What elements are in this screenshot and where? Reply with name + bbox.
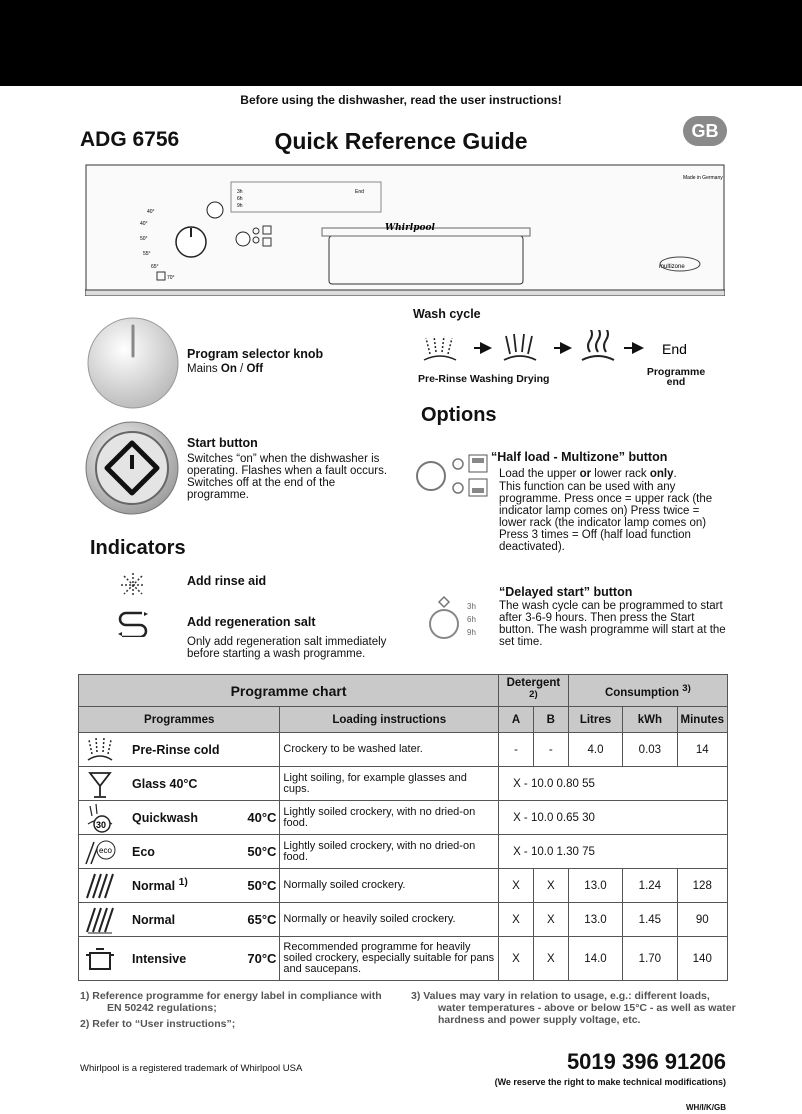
- eco-icon: [82, 836, 118, 868]
- footnote-3c: hardness and power supply voltage, etc.: [438, 1014, 641, 1026]
- programme-cell: [79, 733, 280, 767]
- col-a: A: [499, 707, 534, 733]
- detergent-a: X: [499, 903, 534, 937]
- normal-wash-icon: [82, 870, 118, 902]
- consumption-header: Consumption $^{3)}$: [568, 675, 727, 707]
- wash-cycle-diagram: [420, 330, 700, 366]
- start-desc: Switches “on” when the dishwasher is operating. Flashes when a fault occurs. Switches off at the end of the programme.: [187, 453, 388, 501]
- modification-note: (We reserve the right to make technical modifications): [494, 1077, 726, 1087]
- indicators-heading: Indicators: [90, 537, 186, 559]
- panel-timer-6h: 6h: [237, 196, 243, 202]
- loading-instructions: Lightly soiled crockery, with no dried-on food.: [280, 801, 499, 835]
- country-badge: GB: [683, 116, 727, 146]
- col-b: B: [533, 707, 568, 733]
- detergent-b: X: [533, 937, 568, 981]
- programme-temp: 40°C: [247, 810, 277, 825]
- panel-brand: Whirlpool: [385, 223, 435, 233]
- loading-instructions: Normally soiled crockery.: [280, 869, 499, 903]
- panel-temp-3: 50°: [140, 236, 148, 242]
- table-row: [79, 835, 728, 869]
- document-code: 5019 396 91206: [566, 1049, 726, 1074]
- cycle-end-text: End: [662, 341, 687, 357]
- start-title: Start button: [187, 436, 258, 450]
- programme-name: Pre-Rinse cold: [132, 743, 220, 758]
- programme-name: Intensive: [132, 952, 187, 967]
- kwh-value: 0.03: [623, 733, 677, 767]
- panel-temp-1: 40°: [147, 209, 155, 215]
- col-litres: Litres: [568, 707, 622, 733]
- detergent-a: X: [499, 937, 534, 981]
- glass-icon: [82, 768, 118, 800]
- detergent-consumption-merged: X - 10.0 1.30 75: [499, 835, 728, 869]
- kwh-value: 1.24: [623, 869, 677, 903]
- panel-temp-2: 40°: [140, 221, 148, 227]
- rinse-aid-icon: [118, 571, 148, 599]
- programme-temp: 50°C: [247, 844, 277, 859]
- pre-rinse-icon: [424, 336, 456, 360]
- programme-cell: [79, 835, 280, 869]
- loading-instructions: Lightly soiled crockery, with no dried-on food.: [280, 835, 499, 869]
- programme-name: Eco: [132, 845, 155, 860]
- col-loading: Loading instructions: [280, 707, 499, 733]
- programme-cell: [79, 767, 280, 801]
- loading-instructions: Light soiling, for example glasses and cups.: [280, 767, 499, 801]
- table-row: [79, 903, 728, 937]
- programme-name: Quickwash: [132, 811, 198, 826]
- quickwash-30-icon: [82, 802, 118, 834]
- programme-name: Normal $^{1)}$: [132, 877, 188, 894]
- programme-cell: [79, 937, 280, 981]
- half-load-desc: This function can be used with any programme. Press once = upper rack (the indicator lamp comes on) Press twice = lower rack (the indicator lamp comes on) Press 3 times = Off (half load function deactivated).: [499, 481, 713, 553]
- col-programmes: Programmes: [79, 707, 280, 733]
- options-heading: Options: [421, 404, 497, 426]
- detergent-consumption-merged: X - 10.0 0.80 55: [499, 767, 728, 801]
- panel-temp-4: 55°: [143, 251, 151, 257]
- col-kwh: kWh: [623, 707, 677, 733]
- programme-chart: [78, 674, 728, 981]
- normal-wash-hot-icon: [82, 904, 118, 936]
- model-number: ADG 6756: [80, 128, 180, 151]
- loading-instructions: Crockery to be washed later.: [280, 733, 499, 767]
- minutes-value: 128: [677, 869, 728, 903]
- programme-name: Normal: [132, 913, 176, 928]
- minutes-value: 140: [677, 937, 728, 981]
- detergent-consumption-merged: X - 10.0 0.65 30: [499, 801, 728, 835]
- panel-timer-9h: 9h: [237, 203, 243, 209]
- table-row: [79, 733, 728, 767]
- loading-instructions: Normally or heavily soiled crockery.: [280, 903, 499, 937]
- control-panel-diagram: [85, 164, 725, 296]
- delayed-start-desc: The wash cycle can be programmed to start after 3-6-9 hours. Then press the Start button. The wash programme will start at the set time.: [499, 600, 726, 648]
- selector-desc: Mains On / Off: [187, 363, 264, 375]
- detergent-header: Detergent $^{2)}$: [499, 675, 569, 707]
- detergent-a: X: [499, 869, 534, 903]
- chart-title: Programme chart: [79, 675, 499, 707]
- intensive-pot-icon: [82, 943, 118, 975]
- wash-cycle-labels: Pre-Rinse Washing Drying: [418, 373, 550, 385]
- table-row: [79, 767, 728, 801]
- litres-value: 14.0: [568, 937, 622, 981]
- svg-text:30: 30: [96, 819, 107, 830]
- footnote-3a: 3) Values may vary in relation to usage, e.g.: different loads,: [411, 990, 710, 1002]
- wash-cycle-heading: Wash cycle: [413, 307, 481, 321]
- delay-timer-6h: 6h: [467, 615, 476, 624]
- delayed-start-button-icon: [425, 595, 485, 645]
- table-row: [79, 937, 728, 981]
- col-minutes: Minutes: [677, 707, 728, 733]
- detergent-b: -: [533, 733, 568, 767]
- washing-icon: [504, 334, 536, 360]
- panel-timer-3h: 3h: [237, 189, 243, 195]
- litres-value: 13.0: [568, 869, 622, 903]
- minutes-value: 90: [677, 903, 728, 937]
- program-selector-knob-icon: [84, 314, 182, 412]
- footnote-2: 2) Refer to “User instructions”;: [80, 1018, 236, 1030]
- regeneration-salt-icon: [116, 611, 150, 637]
- half-load-line1: Load the upper or lower rack only.: [499, 468, 677, 480]
- pre-rinse-icon: [82, 734, 118, 766]
- programme-end-label: Programme end: [646, 366, 706, 388]
- kwh-value: 1.45: [623, 903, 677, 937]
- rinse-aid-label: Add rinse aid: [187, 574, 267, 588]
- footnote-1b: EN 50242 regulations;: [107, 1002, 217, 1014]
- litres-value: 13.0: [568, 903, 622, 937]
- detergent-b: X: [533, 869, 568, 903]
- top-black-band: [0, 0, 802, 86]
- salt-desc: Only add regeneration salt immediately before starting a wash programme.: [187, 636, 387, 660]
- programme-temp: 70°C: [247, 951, 277, 966]
- table-row: [79, 801, 728, 835]
- page-title: Quick Reference Guide: [274, 128, 528, 154]
- intro-note: Before using the dishwasher, read the user instructions!: [240, 93, 562, 107]
- minutes-value: 14: [677, 733, 728, 767]
- programme-name: Glass 40°C: [132, 777, 198, 792]
- delay-timer-3h: 3h: [467, 602, 476, 611]
- programme-cell: [79, 903, 280, 937]
- loading-instructions: Recommended programme for heavily soiled crockery, especially suitable for pans and saucepans.: [280, 937, 499, 981]
- detergent-a: -: [499, 733, 534, 767]
- selector-title: Program selector knob: [187, 347, 324, 361]
- half-load-button-icon: [413, 450, 493, 500]
- half-load-title: “Half load - Multizone” button: [491, 450, 668, 464]
- panel-made-in: Made in Germany: [683, 175, 723, 181]
- panel-temp-6: 70°: [167, 275, 175, 281]
- table-row: [79, 869, 728, 903]
- language-code: WH/I/K/GB: [686, 1103, 726, 1112]
- drying-icon: [582, 330, 614, 360]
- delay-timer-9h: 9h: [467, 628, 476, 637]
- salt-label: Add regeneration salt: [187, 615, 316, 629]
- footnote-3b: water temperatures - above or below 15°C - as well as water: [438, 1002, 736, 1014]
- svg-text:eco: eco: [99, 845, 112, 855]
- programme-temp: 65°C: [247, 912, 277, 927]
- panel-temp-5: 65°: [151, 264, 159, 270]
- programme-cell: [79, 801, 280, 835]
- litres-value: 4.0: [568, 733, 622, 767]
- kwh-value: 1.70: [623, 937, 677, 981]
- programme-temp: 50°C: [247, 878, 277, 893]
- start-button-icon: [82, 419, 182, 517]
- trademark-note: Whirlpool is a registered trademark of Whirlpool USA: [80, 1063, 303, 1074]
- delayed-start-title: “Delayed start” button: [499, 585, 633, 599]
- panel-end: End: [355, 189, 364, 195]
- panel-multizone: multizone: [659, 264, 685, 270]
- programme-cell: [79, 869, 280, 903]
- detergent-b: X: [533, 903, 568, 937]
- footnote-1a: 1) Reference programme for energy label in compliance with: [80, 990, 382, 1002]
